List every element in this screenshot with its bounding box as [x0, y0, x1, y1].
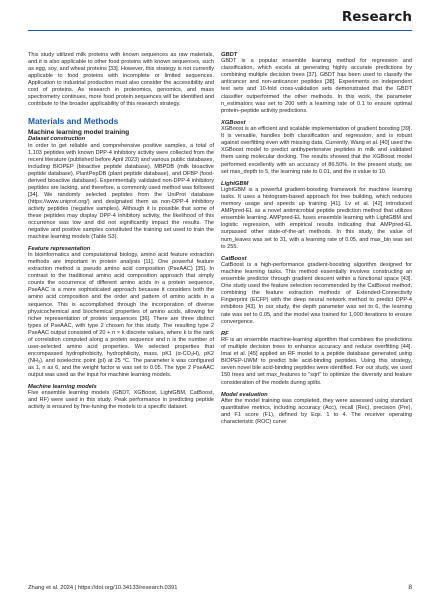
- header-rule: [28, 30, 412, 31]
- lightgbm-heading: LightGBM: [221, 180, 249, 187]
- gbdt-paragraph: GBDT is a popular ensemble learning method for regression and classification, which excels at generating highly accurate predictions by combining multiple decision trees [37]. GBDT has been used to classify the anticancer and non-anticancer peptides [38]. Experiments on independent test sets and 10-fold cross-validation sets demonstrated that the GBDT classifier outperformed the other methods. In this work, the parameter n_estimators was set to 200 with a learning rate of 0.1 to ensure optimal protein–peptide activity predictions.: [221, 58, 412, 114]
- lightgbm-paragraph: LightGBM is a powerful gradient-boosting framework for machine learning tasks. It uses a histogram-based approach for tree building, which reduces memory usage and speeds up training [41]. Lv et al. [42] introduced AMPpred-EL as a novel antimicrobial peptide prediction method that utilizes ensemble learning. AMPpred-EL fuses ensemble learning with LightGBM and logistic regression, with empirical results indicating that AMPpred-EL surpassed other state-of-the-art methods. In this study, the value of num_leaves was set to 31, with a learning rate of 0.05, and max_bin was set to 255.: [221, 187, 412, 250]
- dataset-paragraph: In order to get reliable and comprehensive positive samples, a total of 1,103 peptides with known DPP-4 inhibitory activity were collected from the recent literature (published before April 2023) and various public databases, including BIOPEP (bioactive peptide database), MBPDB (milk bioactive peptide database), PlantPepDB (plant peptide database), and DFBP (food-derived bioactive database). Experimentally validated non-DPP-4 inhibitory peptides are lacking, and therefore, a commonly used method was followed [34]. We randomly selected peptides from the UniProt database (https://www.uniprot.org/) and designated them as non-DPP-4 inhibitory activity peptides (negative samples). Although it is possible that some of these peptides may display DPP-4 inhibitory activity, the likelihood of this occurrence was low and did not significantly impact the results. The negative and positive samples constituted the training set used to train the machine learning models (Table S3).: [28, 142, 214, 241]
- footer-citation: Zhang et al. 2024 | https://doi.org/10.34133/research.0391: [28, 585, 178, 591]
- catboost-paragraph: CatBoost is a high-performance gradient-boosting algorithm designed for machine learning tasks. This method essentially involves constructing an ensemble predictor through gradient descent within a functional space [43]. One study used the feature selection recommended by the CatBoost method, combining the feature extraction methods of Extended-Connectivity Fingerprint (ECFP) with the deep neural network method to predict DPP-4 inhibitors [43]. In our study, the depth parameter was set to 6, the learning rate was set to 0.05, and the model was trained for 1,000 iterations to ensure convergence.: [221, 262, 412, 325]
- section-title: Materials and Methods: [28, 115, 119, 126]
- catboost-heading: CatBoost: [221, 255, 247, 262]
- right-column: [221, 52, 412, 426]
- subsection-title: Machine learning model training: [28, 128, 130, 136]
- intro-paragraph: This study utilized milk proteins with known sequences as raw materials, and it is also applicable to other food proteins with known sequences, such as egg, soy, and wheat proteins [33]. However, this strategy is not currently applicable to food proteins with incomplete or limited sequences. Application to industrial production must also consider the accessibility and cost of proteins. As research in proteomics, genomics, and mass spectrometry continues, more food protein sequences will be identified and contribute to the broader applicability of this research strategy.: [28, 52, 214, 108]
- page-header: [0, 0, 427, 40]
- ml-models-paragraph: Five ensemble learning models (GBDT, XGBoost, LightGBM, CatBoost, and RF) were used in this study. Peak performance in predicting peptide activity is ensured by fine-tuning the models to a specific dataset.: [28, 389, 214, 411]
- xgboost-heading: XGBoost: [221, 119, 246, 126]
- evaluation-heading: Model evaluation: [221, 391, 268, 398]
- left-column: [28, 52, 214, 411]
- ml-models-heading: Machine learning models: [28, 383, 97, 390]
- journal-brand: Research: [341, 9, 412, 25]
- gbdt-heading: GBDT: [221, 52, 238, 58]
- xgboost-paragraph: XGBoost is an efficient and scalable implementation of gradient boosting [39]. It is versatile, handles both classification and regression, and is robust against overfitting even with missing data. Currently, Wang et al. [40] used the XGBoost model to predict antihypertensive peptides in milk and validated them using molecular docking. The results showed that the XGBoost model performed excellently with an accuracy of 86.50%. In the present study, we set max_depth to 5, the learning rate to 0.01, and the α value to 10.: [221, 126, 412, 175]
- page-number: 8: [408, 584, 412, 591]
- feature-heading: Feature representation: [28, 245, 91, 252]
- rf-paragraph: RF is an ensemble machine-learning algorithm that combines the predictions of multiple decision trees to enhance accuracy and reduce overfitting [44]. Imai et al. [45] applied an RF model to a peptide database generated using BIOPEP-UWM to predict bile acid-binding peptides. Using this strategy, seven novel bile acid-binding peptides were identified. For our study, we used 150 trees and set max_features to "sqrt" to optimize the diversity and feature consideration of the models during splits.: [221, 337, 412, 386]
- dataset-heading: Dataset construction: [28, 136, 86, 143]
- rf-heading: RF: [221, 330, 229, 337]
- evaluation-paragraph: After the model training was completed, they were assessed using standard quantitative metrics, including accuracy (Acc), recall (Rec), precision (Pre), and F1 score (F1), defined by Eqs. 1 to 4. The receiver operating characteristic (ROC) curve: [221, 398, 412, 426]
- feature-paragraph: In bioinformatics and computational biology, amino acid feature extraction methods are important in protein analysis [11]. One powerful feature extraction method is pseudo amino acid composition (PseAAC) [35]. In contrast to the traditional amino acid composition approach that simply counts the occurrence of different amino acids in a protein sequence, PseAAC is a more sophisticated approach because it considers both the amino acid composition and the order and pattern of amino acids in a sequence. This is accomplished through the incorporation of diverse physicochemical and biochemical properties of amino acids, allowing for richer representation of protein sequences [36]. There are three distinct types of PseAAC, with type 2 chosen for this study. The resulting type 2 PseAAC output consisted of 20 + n × k discrete values, where k is the rank of correlation computed along a protein sequence and n is the number of user-selected amino acid properties. We selected properties that encompassed hydrophobicity, hydrophilicity, mass, pK1 (α-CO₂H), pK2 (NH₃), and isoelectric point (pI) at 25 °C. The parameter k was configured as 1, n as 6, and the weight factor w was set to 0.05. The type 2 PseAAC output was used as the input for machine learning models.: [28, 252, 214, 378]
